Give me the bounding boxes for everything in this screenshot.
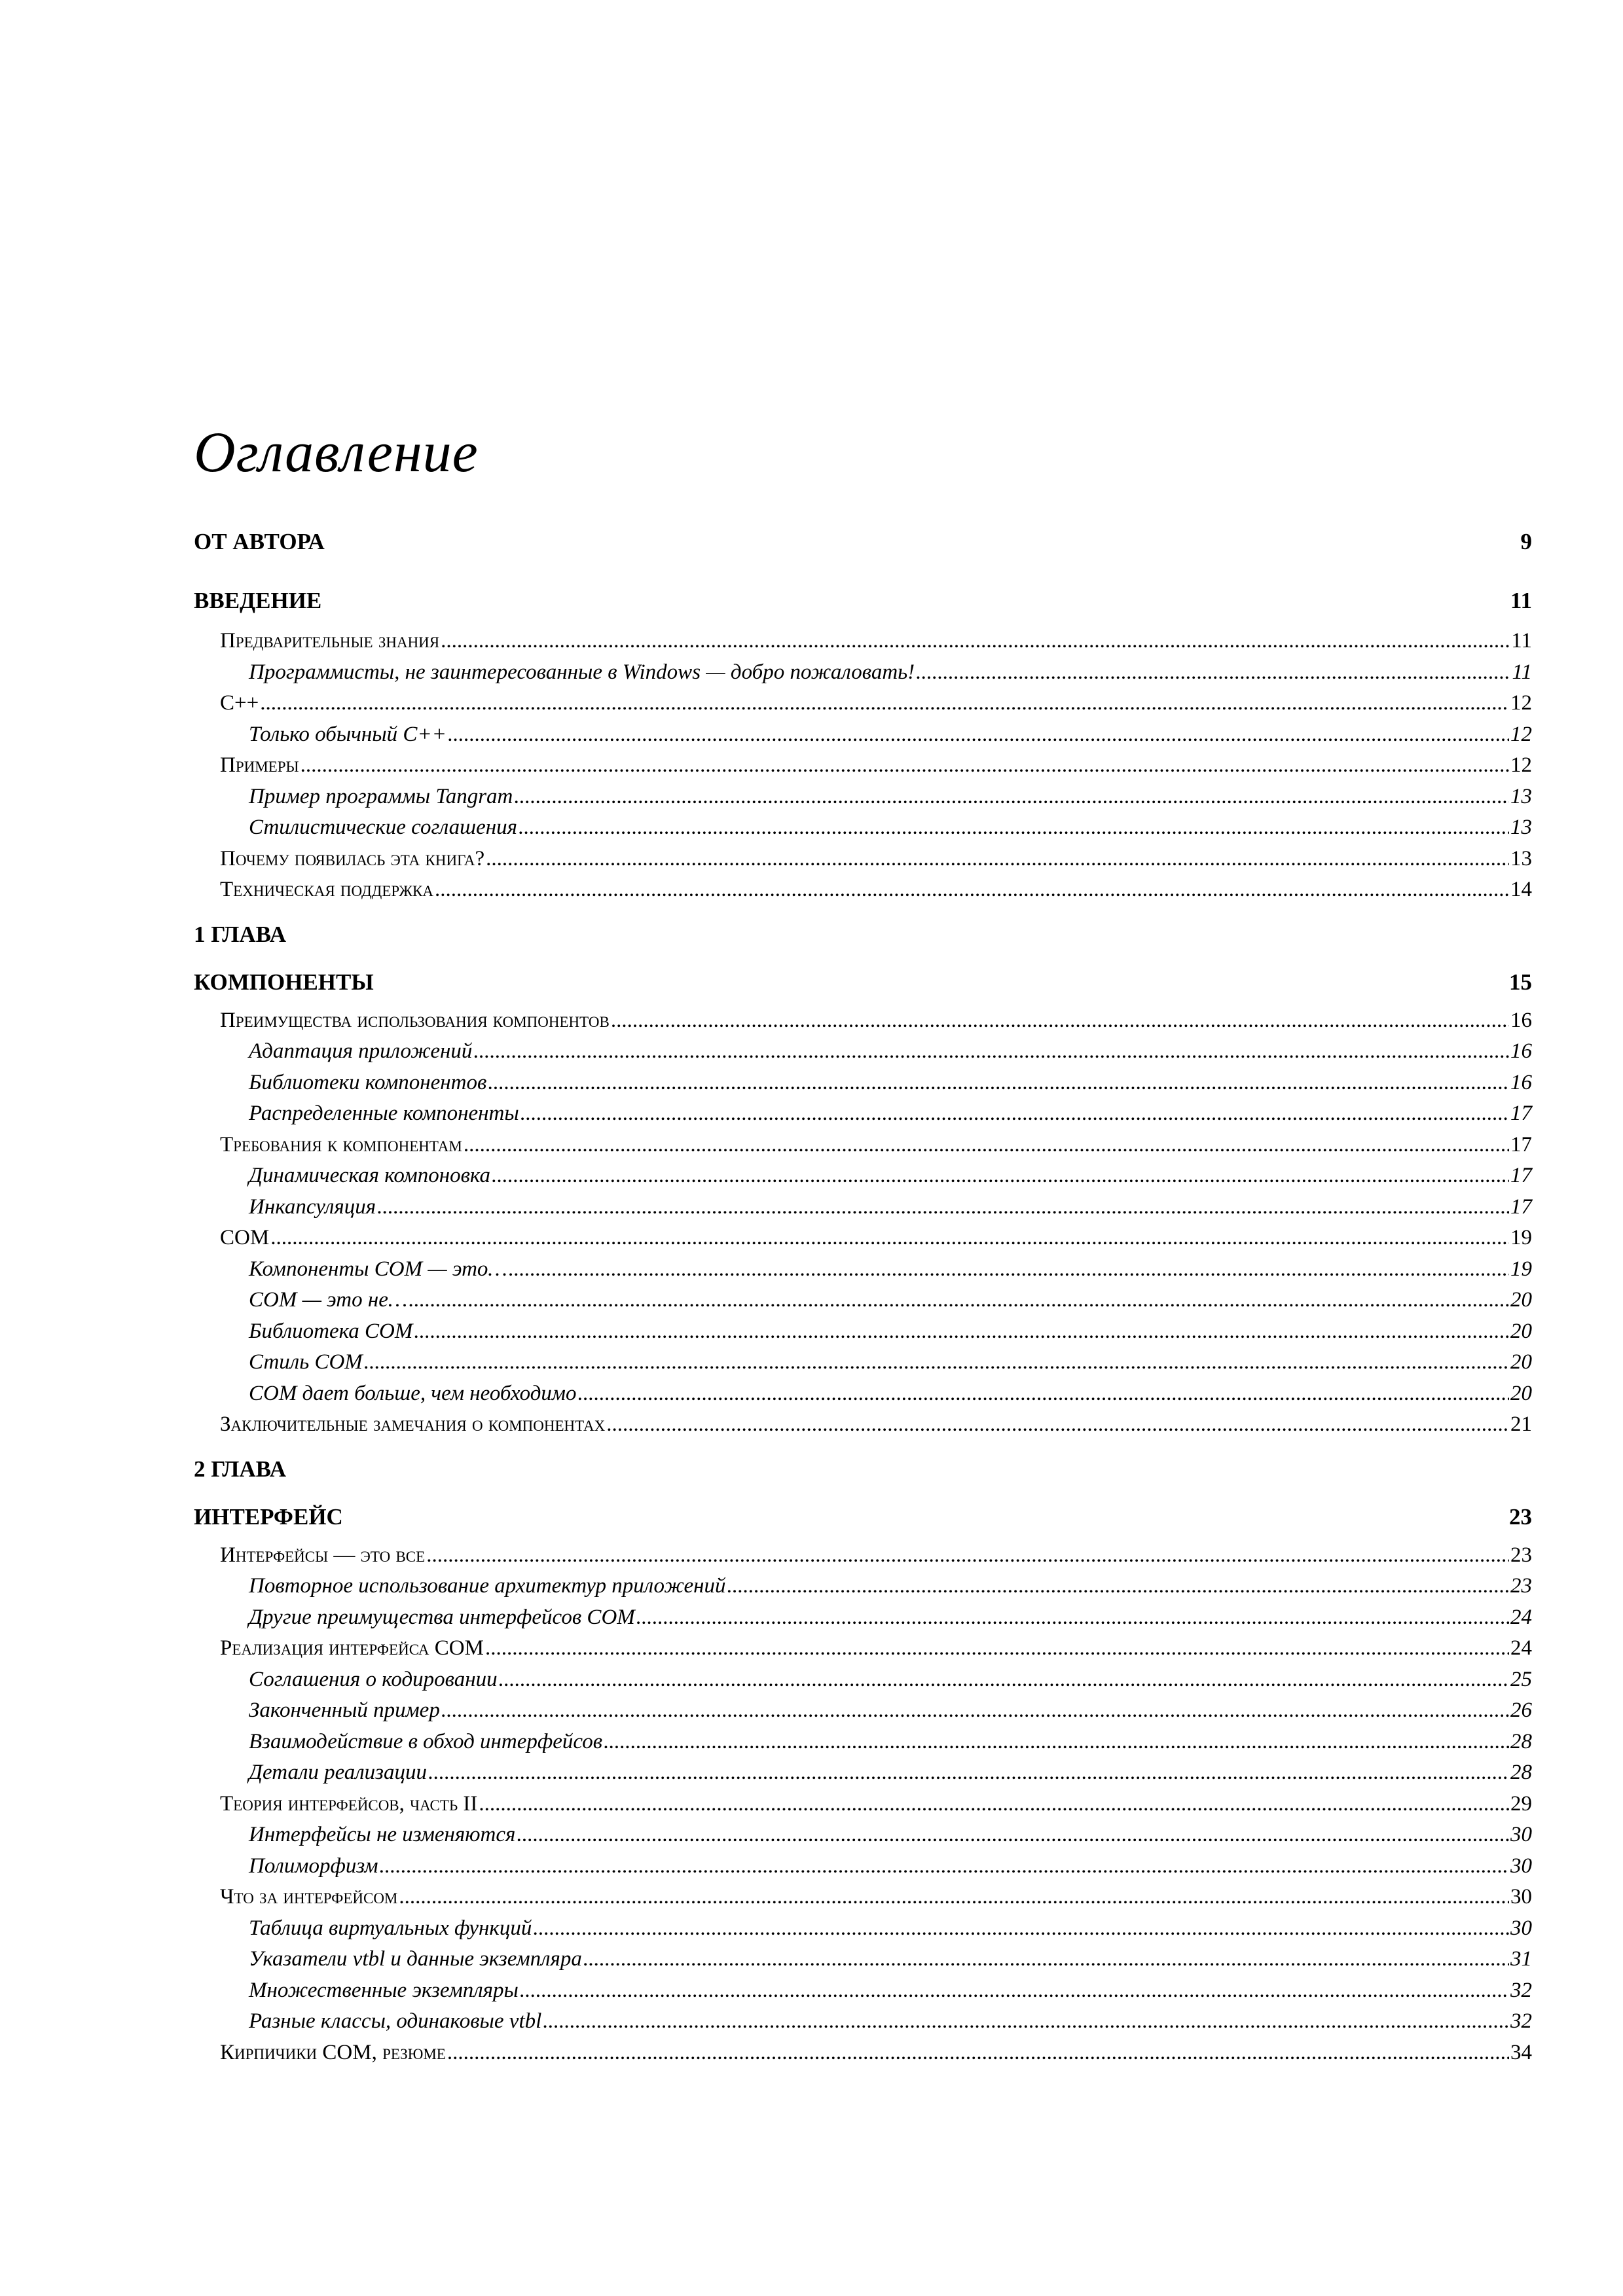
chapter-heading: 2 ГЛАВА [194, 1456, 287, 1482]
toc-entry-title: Интерфейсы не изменяются [249, 1823, 516, 1846]
toc-page-number: 20 [1510, 1381, 1532, 1405]
toc-entry-title: Пример программы Tangram [249, 784, 513, 808]
toc-entry-title: Разные классы, одинаковые vtbl [249, 2009, 542, 2033]
toc-subsubsection[interactable] [194, 1944, 1532, 1975]
toc-entry-title: Динамическая компоновка [249, 1164, 491, 1187]
toc-page-number: 12 [1510, 691, 1532, 715]
toc-subsubsection[interactable] [194, 1285, 1532, 1316]
toc-page-number: 13 [1510, 816, 1532, 839]
toc-entry-title: Законченный пример [249, 1698, 440, 1722]
dot-leader [485, 1633, 1509, 1656]
toc-subsubsection[interactable] [194, 781, 1532, 813]
toc-subsection[interactable] [194, 1789, 1532, 1820]
toc-subsubsection[interactable] [194, 1727, 1532, 1758]
toc-entry-title: Таблица виртуальных функций [249, 1916, 532, 1940]
toc-subsection[interactable] [194, 750, 1532, 781]
toc-page-number: 23 [1510, 1543, 1532, 1567]
toc-subsubsection[interactable] [194, 1851, 1532, 1882]
toc-entry-title: COM дает больше, чем необходимо [249, 1381, 577, 1405]
toc-entry-title: Стиль COM [249, 1350, 363, 1374]
toc-page-number: 16 [1510, 1070, 1532, 1094]
toc-entry-title: Реализация интерфейса COM [220, 1636, 484, 1660]
toc-subsection[interactable] [194, 1882, 1532, 1913]
toc-subsection[interactable] [194, 688, 1532, 719]
toc-page-number: 14 [1510, 878, 1532, 901]
dot-leader [499, 1664, 1509, 1687]
toc-subsubsection[interactable] [194, 1820, 1532, 1851]
toc-subsubsection[interactable] [194, 1160, 1532, 1192]
toc-page-number: 30 [1510, 1885, 1532, 1909]
toc-subsection[interactable] [194, 2037, 1532, 2069]
toc-page-number: 30 [1510, 1916, 1532, 1940]
toc-entry-title: Соглашения о кодировании [249, 1667, 498, 1691]
dot-leader [426, 1540, 1509, 1563]
toc-subsubsection[interactable] [194, 1098, 1532, 1130]
toc-page-number: 15 [1509, 969, 1532, 995]
dot-leader [399, 1882, 1509, 1905]
toc-page-number: 29 [1510, 1791, 1532, 1816]
toc-entry-title: Почему появилась эта книга? [220, 846, 485, 870]
toc-entry-title: Инкапсуляция [249, 1194, 376, 1219]
toc-entry-title: Техническая поддержка [220, 878, 433, 901]
dot-leader [375, 965, 1508, 990]
dot-leader [270, 1223, 1509, 1246]
toc-page-number: 20 [1510, 1288, 1532, 1312]
toc-entry-title: ОТ АВТОРА [194, 529, 325, 554]
toc-entry-title: Распределенные компоненты [249, 1102, 519, 1125]
dot-leader [486, 844, 1509, 867]
dot-leader [473, 1036, 1509, 1059]
toc-entry-title: Полиморфизм [249, 1854, 378, 1878]
chapter-heading: 1 ГЛАВА [194, 921, 287, 947]
toc-page-number: 24 [1510, 1605, 1532, 1629]
toc-entry-title: Преимущества использования компонентов [220, 1008, 610, 1032]
toc-page-number: 9 [1520, 529, 1532, 554]
dot-leader [409, 1285, 1509, 1308]
dot-leader [727, 1571, 1509, 1594]
toc-entry-title: Повторное использование архитектур приложений [249, 1574, 726, 1598]
dot-leader [414, 1316, 1509, 1339]
toc-subsubsection[interactable] [194, 812, 1532, 844]
toc-page-number: 11 [1510, 588, 1532, 613]
toc-page-number: 32 [1510, 2009, 1532, 2033]
toc-entry-title: ВВЕДЕНИЕ [194, 588, 322, 613]
toc-entry-title: Стилистические соглашения [249, 816, 517, 839]
dot-leader [364, 1347, 1509, 1370]
toc-page-number: 17 [1510, 1194, 1532, 1219]
toc-subsubsection[interactable] [194, 2006, 1532, 2037]
toc-entry-title: Библиотека COM [249, 1319, 413, 1343]
toc-page-number: 31 [1510, 1947, 1532, 1971]
dot-leader [517, 1820, 1509, 1842]
toc-subsubsection[interactable] [194, 1254, 1532, 1285]
toc-subsubsection[interactable] [194, 1695, 1532, 1727]
dot-leader [488, 1067, 1509, 1090]
toc-entry-title: COM [220, 1226, 270, 1249]
toc-page-number: 23 [1510, 1574, 1532, 1598]
toc-page-number: 13 [1510, 784, 1532, 808]
toc-entry-title: Адаптация приложений [249, 1039, 473, 1063]
toc-entry-title: Примеры [220, 753, 299, 777]
toc-subsection[interactable] [194, 1409, 1532, 1441]
toc-entry-title: Кирпичики COM, резюме [220, 2040, 446, 2064]
dot-leader [514, 781, 1509, 804]
toc-subsection[interactable] [194, 844, 1532, 875]
dot-leader [326, 525, 1520, 549]
dot-leader [479, 1789, 1509, 1812]
toc-page-number: 26 [1510, 1698, 1532, 1722]
toc-entry-title: Интерфейсы — это все [220, 1543, 426, 1567]
toc-section[interactable] [194, 1494, 1532, 1540]
toc-subsubsection[interactable] [194, 719, 1532, 751]
toc-entry-title: Указатели vtbl и данные экземпляра [249, 1947, 582, 1971]
toc-entry-title: Детали реализации [249, 1761, 428, 1784]
dot-leader [611, 1005, 1509, 1028]
toc-page-number: 17 [1510, 1132, 1532, 1157]
toc-page-number: 25 [1510, 1667, 1532, 1691]
dot-leader [520, 1975, 1509, 1998]
toc-page-number: 34 [1510, 2040, 1532, 2064]
toc-entry-title: C++ [220, 691, 259, 715]
toc-page-number: 16 [1510, 1008, 1532, 1032]
toc-page-number: 11 [1511, 629, 1532, 653]
toc-subsubsection[interactable] [194, 1036, 1532, 1067]
toc-subsubsection[interactable] [194, 1192, 1532, 1223]
dot-leader [441, 626, 1510, 649]
toc-page-number: 21 [1510, 1412, 1532, 1436]
dot-leader [428, 1757, 1509, 1780]
toc-subsubsection[interactable] [194, 1571, 1532, 1602]
toc-page-number: 17 [1510, 1102, 1532, 1125]
toc-subsection[interactable] [194, 1130, 1532, 1161]
toc-entry-title: COM — это не… [249, 1288, 408, 1312]
toc-subsubsection[interactable] [194, 1316, 1532, 1348]
dot-leader [448, 719, 1509, 742]
toc-subsection[interactable] [194, 1005, 1532, 1037]
page-title: Оглавление [194, 421, 479, 484]
toc-section[interactable] [194, 960, 1532, 1005]
toc-subsubsection[interactable] [194, 1913, 1532, 1945]
dot-leader [606, 1409, 1509, 1432]
toc-page-number: 32 [1510, 1978, 1532, 2002]
toc-entry-title: Другие преимущества интерфейсов COM [249, 1605, 635, 1629]
toc-page-number: 19 [1510, 1226, 1532, 1249]
toc-entry-title: Предварительные знания [220, 629, 440, 653]
dot-leader [464, 1130, 1509, 1153]
toc-entry-title: Взаимодействие в обход интерфейсов [249, 1729, 603, 1753]
dot-leader [577, 1378, 1509, 1401]
toc-entry-title: Заключительные замечания о компонентах [220, 1412, 606, 1436]
toc-page-number: 24 [1510, 1636, 1532, 1660]
dot-leader [377, 1192, 1509, 1215]
toc-subsection[interactable] [194, 1223, 1532, 1254]
dot-leader [519, 812, 1509, 835]
toc-subsubsection[interactable] [194, 1347, 1532, 1378]
dot-leader [435, 874, 1509, 897]
dot-leader [492, 1160, 1509, 1183]
dot-leader [916, 657, 1510, 680]
toc-page-number: 19 [1510, 1257, 1532, 1281]
toc-entry-title: Программисты, не заинтересованные в Windows — добро пожаловать! [249, 660, 915, 684]
toc-subsection[interactable] [194, 1633, 1532, 1664]
toc-subsection[interactable] [194, 874, 1532, 906]
toc-page-number: 23 [1509, 1503, 1532, 1530]
dot-leader [636, 1602, 1509, 1625]
toc-subsubsection[interactable] [194, 657, 1532, 689]
toc-entry-title: Теория интерфейсов, часть II [220, 1791, 478, 1816]
toc-subsubsection[interactable] [194, 1757, 1532, 1789]
toc-subsection[interactable] [194, 1540, 1532, 1571]
dot-leader [441, 1695, 1509, 1718]
toc-page-number: 11 [1512, 660, 1532, 684]
toc-subsubsection[interactable] [194, 1067, 1532, 1099]
toc-entry-title: Требования к компонентам [220, 1132, 462, 1157]
toc-page-number: 13 [1510, 846, 1532, 870]
toc-page-number: 20 [1510, 1319, 1532, 1343]
dot-leader [520, 1098, 1509, 1121]
toc-entry-title: Библиотеки компонентов [249, 1070, 487, 1094]
dot-leader [380, 1851, 1509, 1874]
toc-page-number: 28 [1510, 1761, 1532, 1784]
toc-section[interactable] [194, 517, 1532, 567]
toc-page-number: 30 [1510, 1854, 1532, 1878]
toc-page-number: 17 [1510, 1164, 1532, 1187]
dot-leader [447, 2037, 1509, 2060]
toc-entry-title: КОМПОНЕНТЫ [194, 969, 374, 995]
toc-page-number: 12 [1510, 753, 1532, 777]
toc-subsubsection[interactable] [194, 1664, 1532, 1696]
toc-entry-title: Что за интерфейсом [220, 1885, 398, 1909]
dot-leader [604, 1727, 1509, 1749]
table-of-contents [194, 517, 1532, 2068]
toc-page-number: 20 [1510, 1350, 1532, 1374]
toc-entry-title: Множественные экземпляры [249, 1978, 519, 2002]
toc-page-number: 16 [1510, 1039, 1532, 1063]
dot-leader [583, 1944, 1509, 1967]
toc-subsubsection[interactable] [194, 1378, 1532, 1410]
toc-page-number: 12 [1510, 722, 1532, 746]
toc-page-number: 30 [1510, 1823, 1532, 1846]
dot-leader [301, 750, 1509, 773]
dot-leader [323, 584, 1509, 608]
dot-leader [344, 1500, 1508, 1524]
toc-page-number: 28 [1510, 1729, 1532, 1753]
toc-subsection[interactable] [194, 626, 1532, 657]
dot-leader [260, 688, 1509, 711]
toc-subsubsection[interactable] [194, 1975, 1532, 2007]
dot-leader [533, 1913, 1509, 1936]
toc-entry-title: ИНТЕРФЕЙС [194, 1503, 343, 1530]
toc-entry-title: Только обычный C++ [249, 722, 447, 746]
dot-leader [543, 2006, 1509, 2029]
toc-entry-title: Компоненты COM — это… [249, 1257, 507, 1281]
toc-subsubsection[interactable] [194, 1602, 1532, 1634]
dot-leader [509, 1254, 1509, 1277]
toc-section[interactable] [194, 576, 1532, 626]
